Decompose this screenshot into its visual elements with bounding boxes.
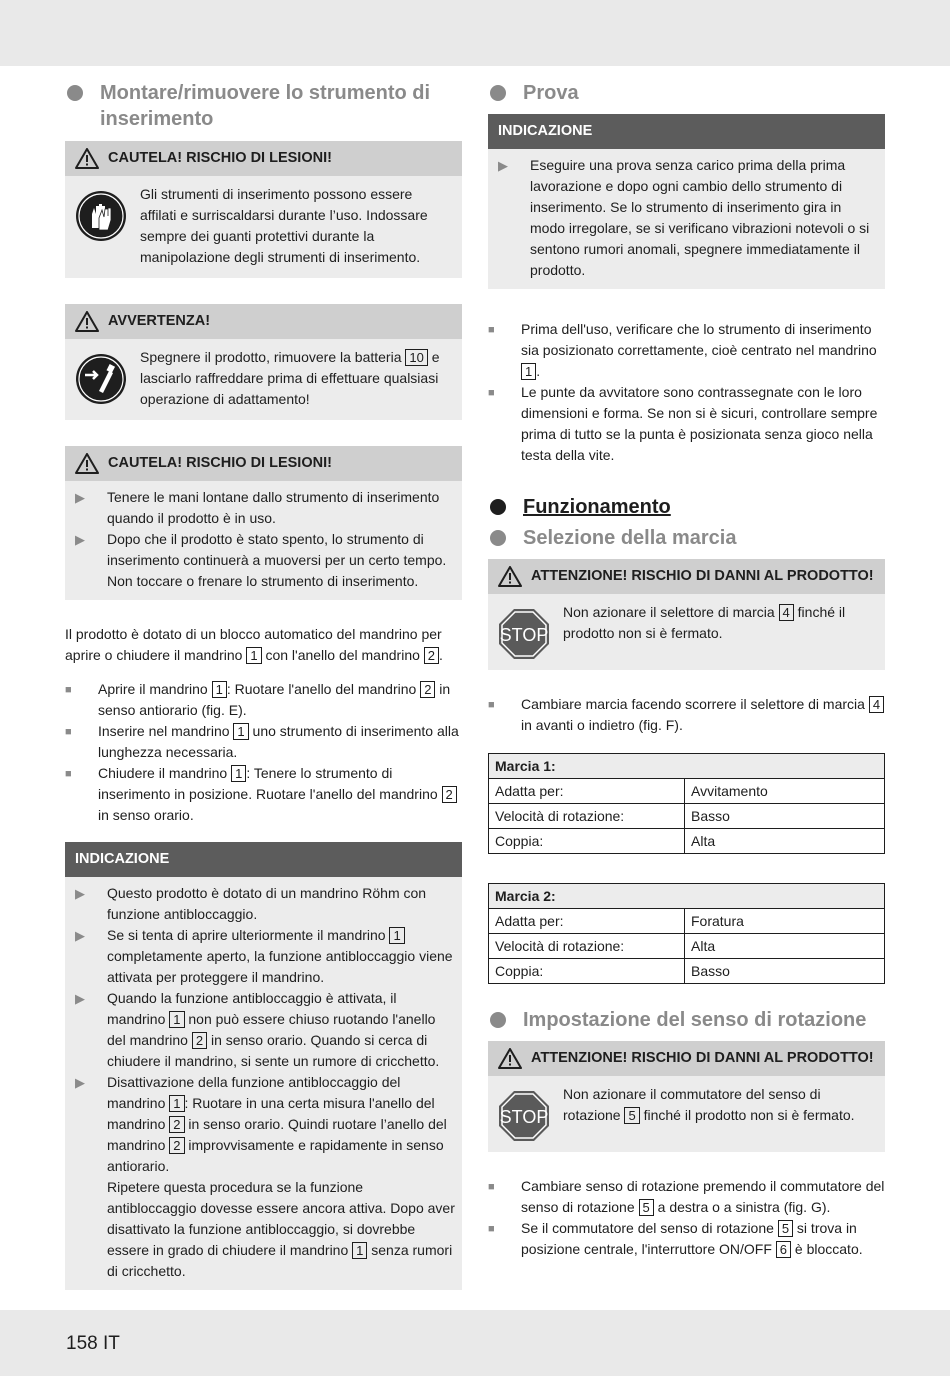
list-item: ■ Cambiare senso di rotazione premendo il commutatore del senso di rotazione 5 a destra o a sinistra (fig. G). bbox=[488, 1176, 885, 1218]
note-box-antilock bbox=[65, 842, 462, 1290]
bullet-dot bbox=[490, 499, 506, 515]
list-item: ■ Le punte da avvitatore sono contrassegnate con le loro dimensioni e forma. Se non si è sicuri, controllare sempre prima di tutto se la punta è posizionata senza gioco nella testa della vite. bbox=[488, 382, 885, 466]
bullet-dot bbox=[490, 85, 506, 101]
page-bottom-band bbox=[0, 1310, 950, 1376]
table-row: Coppia: Basso bbox=[489, 959, 885, 984]
part-number: 10 bbox=[405, 349, 427, 366]
gear-bullets bbox=[488, 694, 885, 736]
page-top-band bbox=[0, 0, 950, 66]
right-column bbox=[488, 80, 885, 1260]
part-number: 4 bbox=[869, 696, 884, 713]
part-number: 2 bbox=[442, 786, 457, 803]
note-title: INDICAZIONE bbox=[488, 114, 885, 149]
attention-box-gear bbox=[488, 559, 885, 670]
gear1-table bbox=[488, 753, 885, 854]
warning-triangle-icon bbox=[498, 1048, 522, 1069]
part-number: 1 bbox=[246, 647, 261, 664]
caution-text: Gli strumenti di inserimento possono essere affilati e surriscaldarsi durante l’uso. Indossare sempre dei guanti protettivi durante la manipolazione degli strumenti di inserimento. bbox=[140, 186, 428, 265]
square-bullet-icon: ■ bbox=[488, 699, 495, 711]
attention-text: Non azionare il commutatore del senso di rotazione 5 finché il prodotto non si è fermato. bbox=[563, 1086, 855, 1123]
part-number: 2 bbox=[424, 647, 439, 664]
arrow-icon: ▶ bbox=[75, 928, 85, 943]
direction-bullets bbox=[488, 1176, 885, 1260]
square-bullet-icon: ■ bbox=[65, 684, 72, 696]
note-title: INDICAZIONE bbox=[65, 842, 462, 877]
chuck-intro-paragraph: Il prodotto è dotato di un blocco automatico del mandrino per aprire o chiudere il mandrino 1 con l'anello del mandrino 2 . bbox=[65, 626, 443, 663]
part-number: 5 bbox=[639, 1199, 654, 1216]
list-item: ■ Chiudere il mandrino 1 : Tenere lo strumento di inserimento in posizione. Ruotare l'anello del mandrino 2 in senso orario. bbox=[65, 763, 462, 826]
stop-sign-icon bbox=[498, 1090, 550, 1142]
warning-triangle-icon bbox=[75, 148, 99, 169]
attention-text: Non azionare il selettore di marcia 4 finché il prodotto non si è fermato. bbox=[563, 604, 846, 641]
gloves-icon bbox=[75, 190, 127, 242]
list-item: ▶ Questo prodotto è dotato di un mandrino Röhm con funzione antibloccaggio. bbox=[75, 883, 456, 925]
caution-title: CAUTELA! RISCHIO DI LESIONI! bbox=[65, 446, 462, 481]
table-row: Adatta per: Foratura bbox=[489, 909, 885, 934]
table-row: Velocità di rotazione: Basso bbox=[489, 804, 885, 829]
list-item: ■ Inserire nel mandrino 1 uno strumento di inserimento alla lunghezza necessaria. bbox=[65, 721, 462, 763]
part-number: 2 bbox=[169, 1137, 184, 1154]
table-row: Coppia: Alta bbox=[489, 829, 885, 854]
part-number: 1 bbox=[352, 1242, 367, 1259]
list-item: ▶ Eseguire una prova senza carico prima della prima lavorazione e dopo ogni cambio dello strumento di inserimento. Se lo strumento di inserimento gira in modo irregolare, se si verificano vibrazioni notevoli o si sentono rumori anomali, spegnere immediatamente il prodotto. bbox=[498, 155, 879, 281]
part-number: 1 bbox=[169, 1095, 184, 1112]
list-item: ■ Aprire il mandrino 1 : Ruotare l'anello del mandrino 2 in senso antiorario (fig. E). bbox=[65, 679, 462, 721]
list-item: ▶ Tenere le mani lontane dallo strumento di inserimento quando il prodotto è in uso. bbox=[75, 487, 456, 529]
caution-box-hands bbox=[65, 446, 462, 600]
page-number: 158 IT bbox=[66, 1333, 120, 1354]
remove-battery-icon bbox=[75, 353, 127, 405]
list-item: ▶ Dopo che il prodotto è stato spento, lo strumento di inserimento continuerà a muoversi per un certo tempo. Non toccare o frenare lo strumento di inserimento. bbox=[75, 529, 456, 592]
warning-triangle-icon bbox=[498, 566, 522, 587]
attention-title: ATTENZIONE! RISCHIO DI DANNI AL PRODOTTO! bbox=[488, 559, 885, 594]
table-row: Adatta per: Avvitamento bbox=[489, 779, 885, 804]
list-item: ■ Cambiare marcia facendo scorrere il selettore di marcia 4 in avanti o indietro (fig. F). bbox=[488, 694, 885, 736]
table-header-row: Marcia 1: bbox=[489, 754, 885, 779]
note-box-test bbox=[488, 114, 885, 289]
stop-label: STOP bbox=[499, 625, 549, 645]
arrow-icon: ▶ bbox=[75, 532, 85, 547]
warning-text: Spegnere il prodotto, rimuovere la batteria 10 e lasciarlo raffreddare prima di effettuare qualsiasi operazione di adattamento! bbox=[140, 349, 440, 407]
attention-title: ATTENZIONE! RISCHIO DI DANNI AL PRODOTTO! bbox=[488, 1041, 885, 1076]
part-number: 2 bbox=[420, 681, 435, 698]
note-list bbox=[65, 877, 462, 1290]
warning-box-battery bbox=[65, 304, 462, 420]
part-number: 2 bbox=[192, 1032, 207, 1049]
list-item: ■ Se il commutatore del senso di rotazione 5 si trova in posizione centrale, l'interruttore ON/OFF 6 è bloccato. bbox=[488, 1218, 885, 1260]
list-item: ▶ Se si tenta di aprire ulteriormente il mandrino 1 completamente aperto, la funzione antibloccaggio viene attivata per proteggere il mandrino. bbox=[75, 925, 456, 988]
warning-title: AVVERTENZA! bbox=[65, 304, 462, 339]
arrow-icon: ▶ bbox=[75, 1075, 85, 1090]
stop-label: STOP bbox=[499, 1107, 549, 1127]
warning-triangle-icon bbox=[75, 311, 99, 332]
part-number: 1 bbox=[231, 765, 246, 782]
section-heading-funzionamento: Funzionamento bbox=[488, 494, 885, 520]
section-heading-senso: Impostazione del senso di rotazione bbox=[488, 1007, 885, 1033]
section-heading-montare: Montare/rimuovere lo strumento di inserimento bbox=[65, 80, 462, 132]
stop-sign-icon bbox=[498, 608, 550, 660]
square-bullet-icon: ■ bbox=[488, 324, 495, 336]
square-bullet-icon: ■ bbox=[65, 768, 72, 780]
square-bullet-icon: ■ bbox=[488, 387, 495, 399]
square-bullet-icon: ■ bbox=[488, 1181, 495, 1193]
part-number: 1 bbox=[389, 927, 404, 944]
part-number: 6 bbox=[776, 1241, 791, 1258]
gear2-table bbox=[488, 883, 885, 984]
square-bullet-icon: ■ bbox=[488, 1223, 495, 1235]
test-bullets bbox=[488, 319, 885, 466]
part-number: 1 bbox=[169, 1011, 184, 1028]
part-number: 1 bbox=[212, 681, 227, 698]
list-item: ▶ Disattivazione della funzione antibloccaggio del mandrino 1 : Ruotare in una certa misura l'anello del mandrino 2 in senso orario. Quindi ruotare l’anello del mandrino 2 improvvisamente e rapidamente in senso antiorario. Ripetere questa procedura se la funzione antibloccaggio dovesse essere ancora attiva. Dopo aver disattivato la funzione antibloccaggio, si dovrebbe essere in grado di chiudere il mandrino 1 senza rumori di cricchetto. bbox=[75, 1072, 456, 1282]
caution-title: CAUTELA! RISCHIO DI LESIONI! bbox=[65, 141, 462, 176]
caution-box-gloves bbox=[65, 141, 462, 278]
list-item: ■ Prima dell'uso, verificare che lo strumento di inserimento sia posizionato correttamente, cioè centrato nel mandrino 1 . bbox=[488, 319, 885, 382]
part-number: 1 bbox=[521, 363, 536, 380]
list-item: ▶ Quando la funzione antibloccaggio è attivata, il mandrino 1 non può essere chiuso ruotando l'anello del mandrino 2 in senso orario. Quando si cerca di chiudere il mandrino, si sente un rumore di cricchetto. bbox=[75, 988, 456, 1072]
section-heading-prova: Prova bbox=[488, 80, 885, 106]
caution-list bbox=[65, 481, 462, 600]
bullet-dot bbox=[490, 1012, 506, 1028]
arrow-icon: ▶ bbox=[75, 991, 85, 1006]
part-number: 4 bbox=[779, 604, 794, 621]
left-column bbox=[65, 80, 462, 1290]
part-number: 5 bbox=[778, 1220, 793, 1237]
arrow-icon: ▶ bbox=[498, 158, 508, 173]
bullet-dot bbox=[67, 85, 83, 101]
square-bullet-icon: ■ bbox=[65, 726, 72, 738]
note-list bbox=[488, 149, 885, 289]
arrow-icon: ▶ bbox=[75, 886, 85, 901]
section-heading-marcia: Selezione della marcia bbox=[488, 525, 885, 551]
part-number: 5 bbox=[624, 1107, 639, 1124]
arrow-icon: ▶ bbox=[75, 490, 85, 505]
part-number: 1 bbox=[233, 723, 248, 740]
bullet-dot bbox=[490, 530, 506, 546]
part-number: 2 bbox=[169, 1116, 184, 1133]
table-header-row: Marcia 2: bbox=[489, 884, 885, 909]
attention-box-direction bbox=[488, 1041, 885, 1152]
table-row: Velocità di rotazione: Alta bbox=[489, 934, 885, 959]
chuck-steps-list bbox=[65, 679, 462, 826]
warning-triangle-icon bbox=[75, 453, 99, 474]
